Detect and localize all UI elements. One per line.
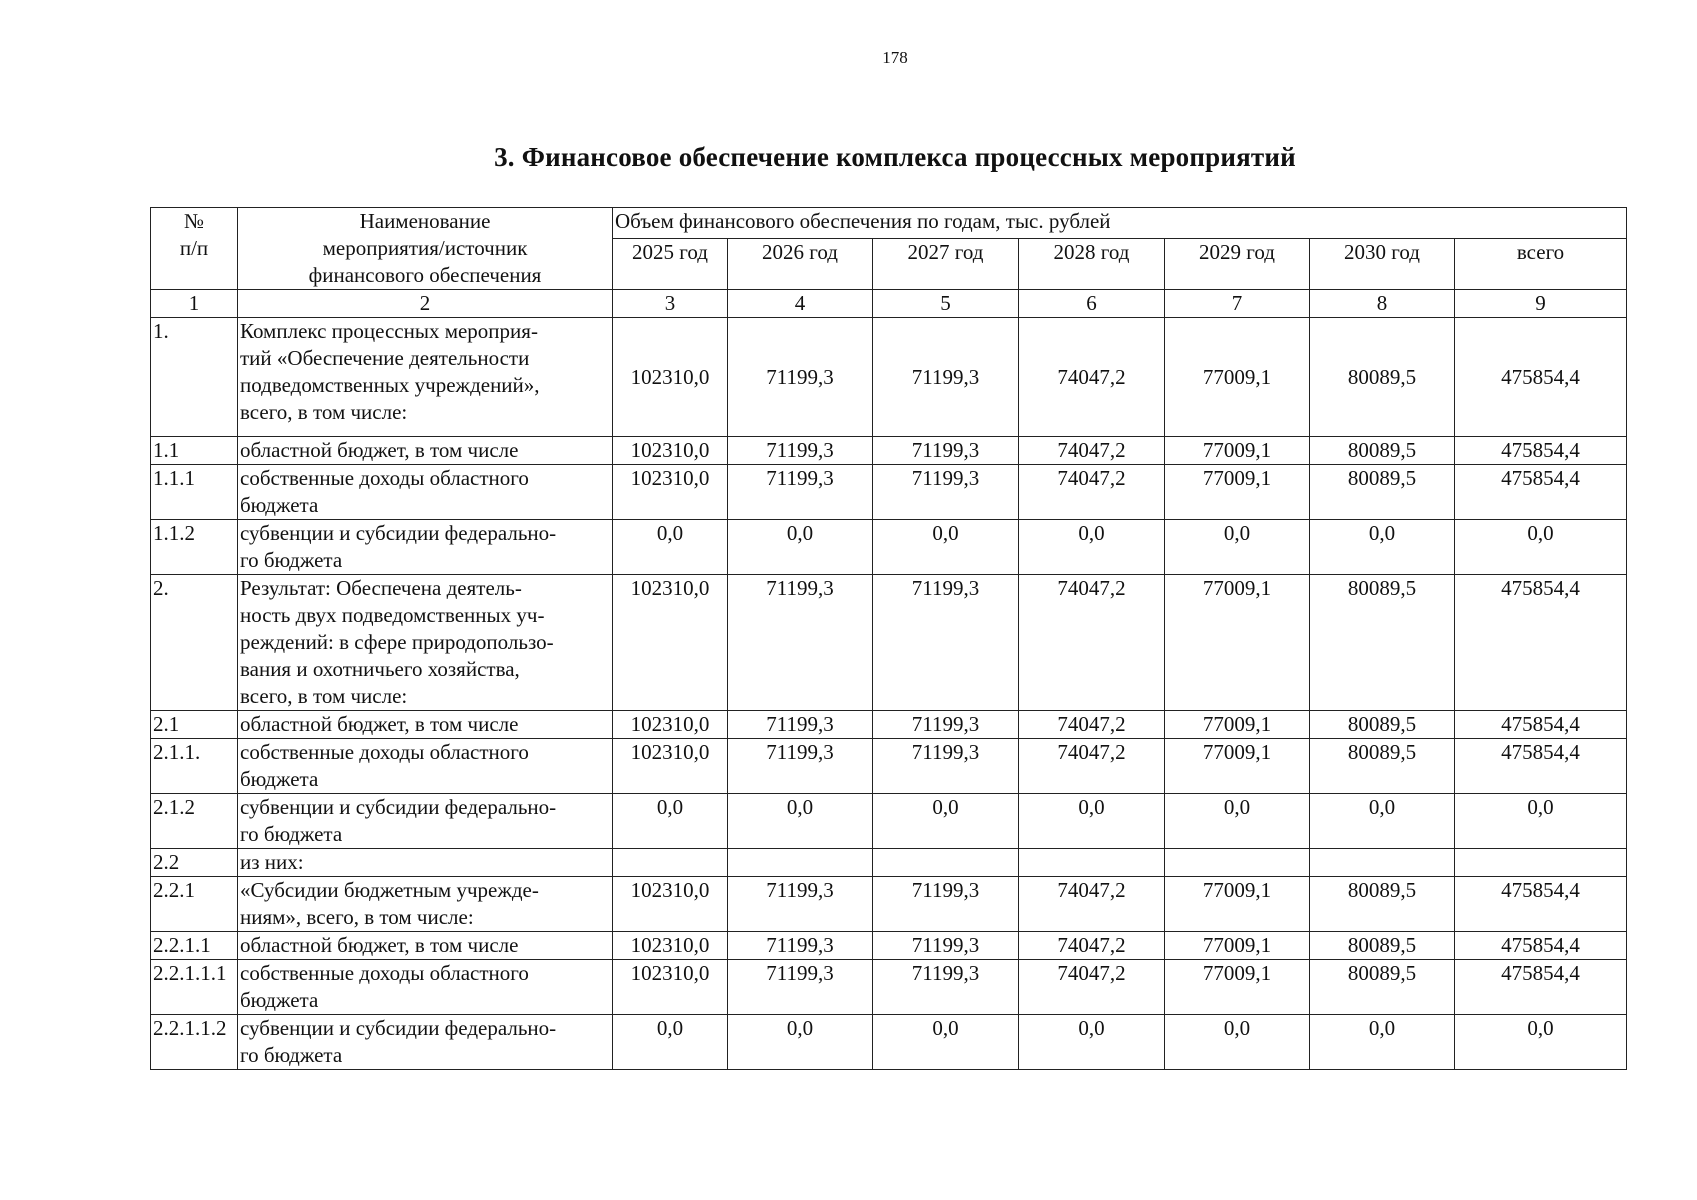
column-index-9: 9 xyxy=(1455,290,1627,318)
table-row xyxy=(151,877,1627,932)
column-index-6: 6 xyxy=(1019,290,1165,318)
value-cell-col5: 71199,3 xyxy=(873,739,1019,794)
row-number: 2.2.1.1.2 xyxy=(151,1015,238,1070)
value-cell-col7: 77009,1 xyxy=(1165,318,1310,437)
value-cell-col3 xyxy=(613,849,728,877)
table-row xyxy=(151,1015,1627,1070)
value-cell-col9: 475854,4 xyxy=(1455,960,1627,1015)
table-row xyxy=(151,711,1627,739)
row-number: 1.1.2 xyxy=(151,520,238,575)
row-name: Комплекс процессных мероприя- тий «Обеспечение деятельности подведомственных учреждений», всего, в том числе: xyxy=(238,318,613,437)
header-name: Наименование мероприятия/источник финансового обеспечения xyxy=(238,208,613,290)
value-cell-col5: 71199,3 xyxy=(873,877,1019,932)
row-number: 2.2 xyxy=(151,849,238,877)
value-cell-col8: 80089,5 xyxy=(1310,739,1455,794)
financing-table xyxy=(150,207,1627,1070)
page-number: 178 xyxy=(882,48,908,67)
value-cell-col4: 0,0 xyxy=(728,1015,873,1070)
table-body xyxy=(151,318,1627,1070)
header-year-5: 2030 год xyxy=(1310,239,1455,290)
value-cell-col6: 74047,2 xyxy=(1019,437,1165,465)
value-cell-col3: 102310,0 xyxy=(613,932,728,960)
header-num: № п/п xyxy=(151,208,238,290)
column-index-1: 1 xyxy=(151,290,238,318)
value-cell-col8: 0,0 xyxy=(1310,794,1455,849)
value-cell-col6: 0,0 xyxy=(1019,1015,1165,1070)
value-cell-col9: 475854,4 xyxy=(1455,318,1627,437)
table-row xyxy=(151,520,1627,575)
value-cell-col7: 77009,1 xyxy=(1165,437,1310,465)
value-cell-col6: 74047,2 xyxy=(1019,318,1165,437)
value-cell-col8: 0,0 xyxy=(1310,1015,1455,1070)
value-cell-col8 xyxy=(1310,849,1455,877)
value-cell-col9: 0,0 xyxy=(1455,520,1627,575)
value-cell-col6: 0,0 xyxy=(1019,794,1165,849)
value-cell-col8: 80089,5 xyxy=(1310,711,1455,739)
table-row xyxy=(151,465,1627,520)
column-index-2: 2 xyxy=(238,290,613,318)
table-row xyxy=(151,849,1627,877)
row-name: собственные доходы областного бюджета xyxy=(238,960,613,1015)
value-cell-col4: 71199,3 xyxy=(728,877,873,932)
value-cell-col5 xyxy=(873,849,1019,877)
value-cell-col9: 475854,4 xyxy=(1455,575,1627,711)
row-name: Результат: Обеспечена деятель- ность двух подведомственных уч- реждений: в сфере природопользо- вания и охотничьего хозяйства, всего, в том числе: xyxy=(238,575,613,711)
column-index-5: 5 xyxy=(873,290,1019,318)
row-name: из них: xyxy=(238,849,613,877)
value-cell-col6: 74047,2 xyxy=(1019,465,1165,520)
value-cell-col4: 71199,3 xyxy=(728,711,873,739)
value-cell-col3: 102310,0 xyxy=(613,960,728,1015)
header-volume: Объем финансового обеспечения по годам, тыс. рублей xyxy=(613,208,1627,239)
value-cell-col8: 80089,5 xyxy=(1310,465,1455,520)
value-cell-col9: 475854,4 xyxy=(1455,739,1627,794)
value-cell-col4: 71199,3 xyxy=(728,465,873,520)
row-name: областной бюджет, в том числе xyxy=(238,932,613,960)
value-cell-col5: 71199,3 xyxy=(873,711,1019,739)
value-cell-col5: 71199,3 xyxy=(873,960,1019,1015)
value-cell-col5: 71199,3 xyxy=(873,465,1019,520)
column-index-4: 4 xyxy=(728,290,873,318)
row-number: 2.1 xyxy=(151,711,238,739)
table-row xyxy=(151,794,1627,849)
header-year-1: 2026 год xyxy=(728,239,873,290)
value-cell-col7 xyxy=(1165,849,1310,877)
value-cell-col9: 0,0 xyxy=(1455,794,1627,849)
row-number: 2.1.1. xyxy=(151,739,238,794)
value-cell-col4: 0,0 xyxy=(728,794,873,849)
value-cell-col6: 0,0 xyxy=(1019,520,1165,575)
row-name: «Субсидии бюджетным учрежде- ниям», всего, в том числе: xyxy=(238,877,613,932)
value-cell-col8: 80089,5 xyxy=(1310,575,1455,711)
value-cell-col8: 80089,5 xyxy=(1310,318,1455,437)
table-row xyxy=(151,960,1627,1015)
row-name: областной бюджет, в том числе xyxy=(238,711,613,739)
table-row xyxy=(151,575,1627,711)
value-cell-col9 xyxy=(1455,849,1627,877)
value-cell-col5: 0,0 xyxy=(873,794,1019,849)
value-cell-col6: 74047,2 xyxy=(1019,575,1165,711)
value-cell-col8: 80089,5 xyxy=(1310,960,1455,1015)
value-cell-col7: 77009,1 xyxy=(1165,877,1310,932)
value-cell-col8: 0,0 xyxy=(1310,520,1455,575)
value-cell-col5: 0,0 xyxy=(873,1015,1019,1070)
row-number: 2.2.1.1.1 xyxy=(151,960,238,1015)
row-number: 2.2.1 xyxy=(151,877,238,932)
row-name: собственные доходы областного бюджета xyxy=(238,739,613,794)
value-cell-col7: 77009,1 xyxy=(1165,711,1310,739)
row-number: 2. xyxy=(151,575,238,711)
value-cell-col8: 80089,5 xyxy=(1310,877,1455,932)
value-cell-col4: 71199,3 xyxy=(728,318,873,437)
row-name: субвенции и субсидии федерально- го бюджета xyxy=(238,520,613,575)
header-year-2: 2027 год xyxy=(873,239,1019,290)
column-index-7: 7 xyxy=(1165,290,1310,318)
value-cell-col4: 0,0 xyxy=(728,520,873,575)
value-cell-col6: 74047,2 xyxy=(1019,739,1165,794)
value-cell-col3: 102310,0 xyxy=(613,437,728,465)
value-cell-col4: 71199,3 xyxy=(728,575,873,711)
header-year-6: всего xyxy=(1455,239,1627,290)
value-cell-col3: 102310,0 xyxy=(613,318,728,437)
value-cell-col9: 0,0 xyxy=(1455,1015,1627,1070)
value-cell-col5: 71199,3 xyxy=(873,318,1019,437)
document-title: 3. Финансовое обеспечение комплекса процессных мероприятий xyxy=(494,142,1296,172)
header-year-4: 2029 год xyxy=(1165,239,1310,290)
row-number: 1.1.1 xyxy=(151,465,238,520)
value-cell-col3: 102310,0 xyxy=(613,575,728,711)
row-number: 2.2.1.1 xyxy=(151,932,238,960)
row-name: субвенции и субсидии федерально- го бюджета xyxy=(238,1015,613,1070)
value-cell-col3: 102310,0 xyxy=(613,465,728,520)
value-cell-col8: 80089,5 xyxy=(1310,932,1455,960)
value-cell-col7: 77009,1 xyxy=(1165,575,1310,711)
value-cell-col4 xyxy=(728,849,873,877)
value-cell-col4: 71199,3 xyxy=(728,437,873,465)
header-index-row xyxy=(151,290,1627,318)
value-cell-col5: 0,0 xyxy=(873,520,1019,575)
value-cell-col7: 0,0 xyxy=(1165,520,1310,575)
value-cell-col3: 102310,0 xyxy=(613,739,728,794)
column-index-3: 3 xyxy=(613,290,728,318)
value-cell-col9: 475854,4 xyxy=(1455,932,1627,960)
value-cell-col9: 475854,4 xyxy=(1455,465,1627,520)
value-cell-col4: 71199,3 xyxy=(728,739,873,794)
value-cell-col5: 71199,3 xyxy=(873,575,1019,711)
value-cell-col3: 0,0 xyxy=(613,1015,728,1070)
value-cell-col9: 475854,4 xyxy=(1455,877,1627,932)
header-year-3: 2028 год xyxy=(1019,239,1165,290)
value-cell-col7: 77009,1 xyxy=(1165,932,1310,960)
value-cell-col6: 74047,2 xyxy=(1019,960,1165,1015)
value-cell-col3: 102310,0 xyxy=(613,711,728,739)
value-cell-col6: 74047,2 xyxy=(1019,877,1165,932)
table-row xyxy=(151,437,1627,465)
row-number: 1.1 xyxy=(151,437,238,465)
value-cell-col5: 71199,3 xyxy=(873,437,1019,465)
table-row xyxy=(151,932,1627,960)
column-index-8: 8 xyxy=(1310,290,1455,318)
value-cell-col8: 80089,5 xyxy=(1310,437,1455,465)
value-cell-col7: 0,0 xyxy=(1165,794,1310,849)
value-cell-col6: 74047,2 xyxy=(1019,711,1165,739)
value-cell-col7: 0,0 xyxy=(1165,1015,1310,1070)
row-number: 1. xyxy=(151,318,238,437)
value-cell-col4: 71199,3 xyxy=(728,932,873,960)
value-cell-col7: 77009,1 xyxy=(1165,960,1310,1015)
row-name: собственные доходы областного бюджета xyxy=(238,465,613,520)
value-cell-col4: 71199,3 xyxy=(728,960,873,1015)
table-row xyxy=(151,318,1627,437)
value-cell-col9: 475854,4 xyxy=(1455,711,1627,739)
row-name: областной бюджет, в том числе xyxy=(238,437,613,465)
value-cell-col7: 77009,1 xyxy=(1165,465,1310,520)
row-name: субвенции и субсидии федерально- го бюджета xyxy=(238,794,613,849)
value-cell-col6 xyxy=(1019,849,1165,877)
value-cell-col6: 74047,2 xyxy=(1019,932,1165,960)
table-row xyxy=(151,739,1627,794)
row-number: 2.1.2 xyxy=(151,794,238,849)
value-cell-col7: 77009,1 xyxy=(1165,739,1310,794)
value-cell-col3: 102310,0 xyxy=(613,877,728,932)
value-cell-col5: 71199,3 xyxy=(873,932,1019,960)
value-cell-col3: 0,0 xyxy=(613,520,728,575)
header-year-0: 2025 год xyxy=(613,239,728,290)
value-cell-col3: 0,0 xyxy=(613,794,728,849)
value-cell-col9: 475854,4 xyxy=(1455,437,1627,465)
